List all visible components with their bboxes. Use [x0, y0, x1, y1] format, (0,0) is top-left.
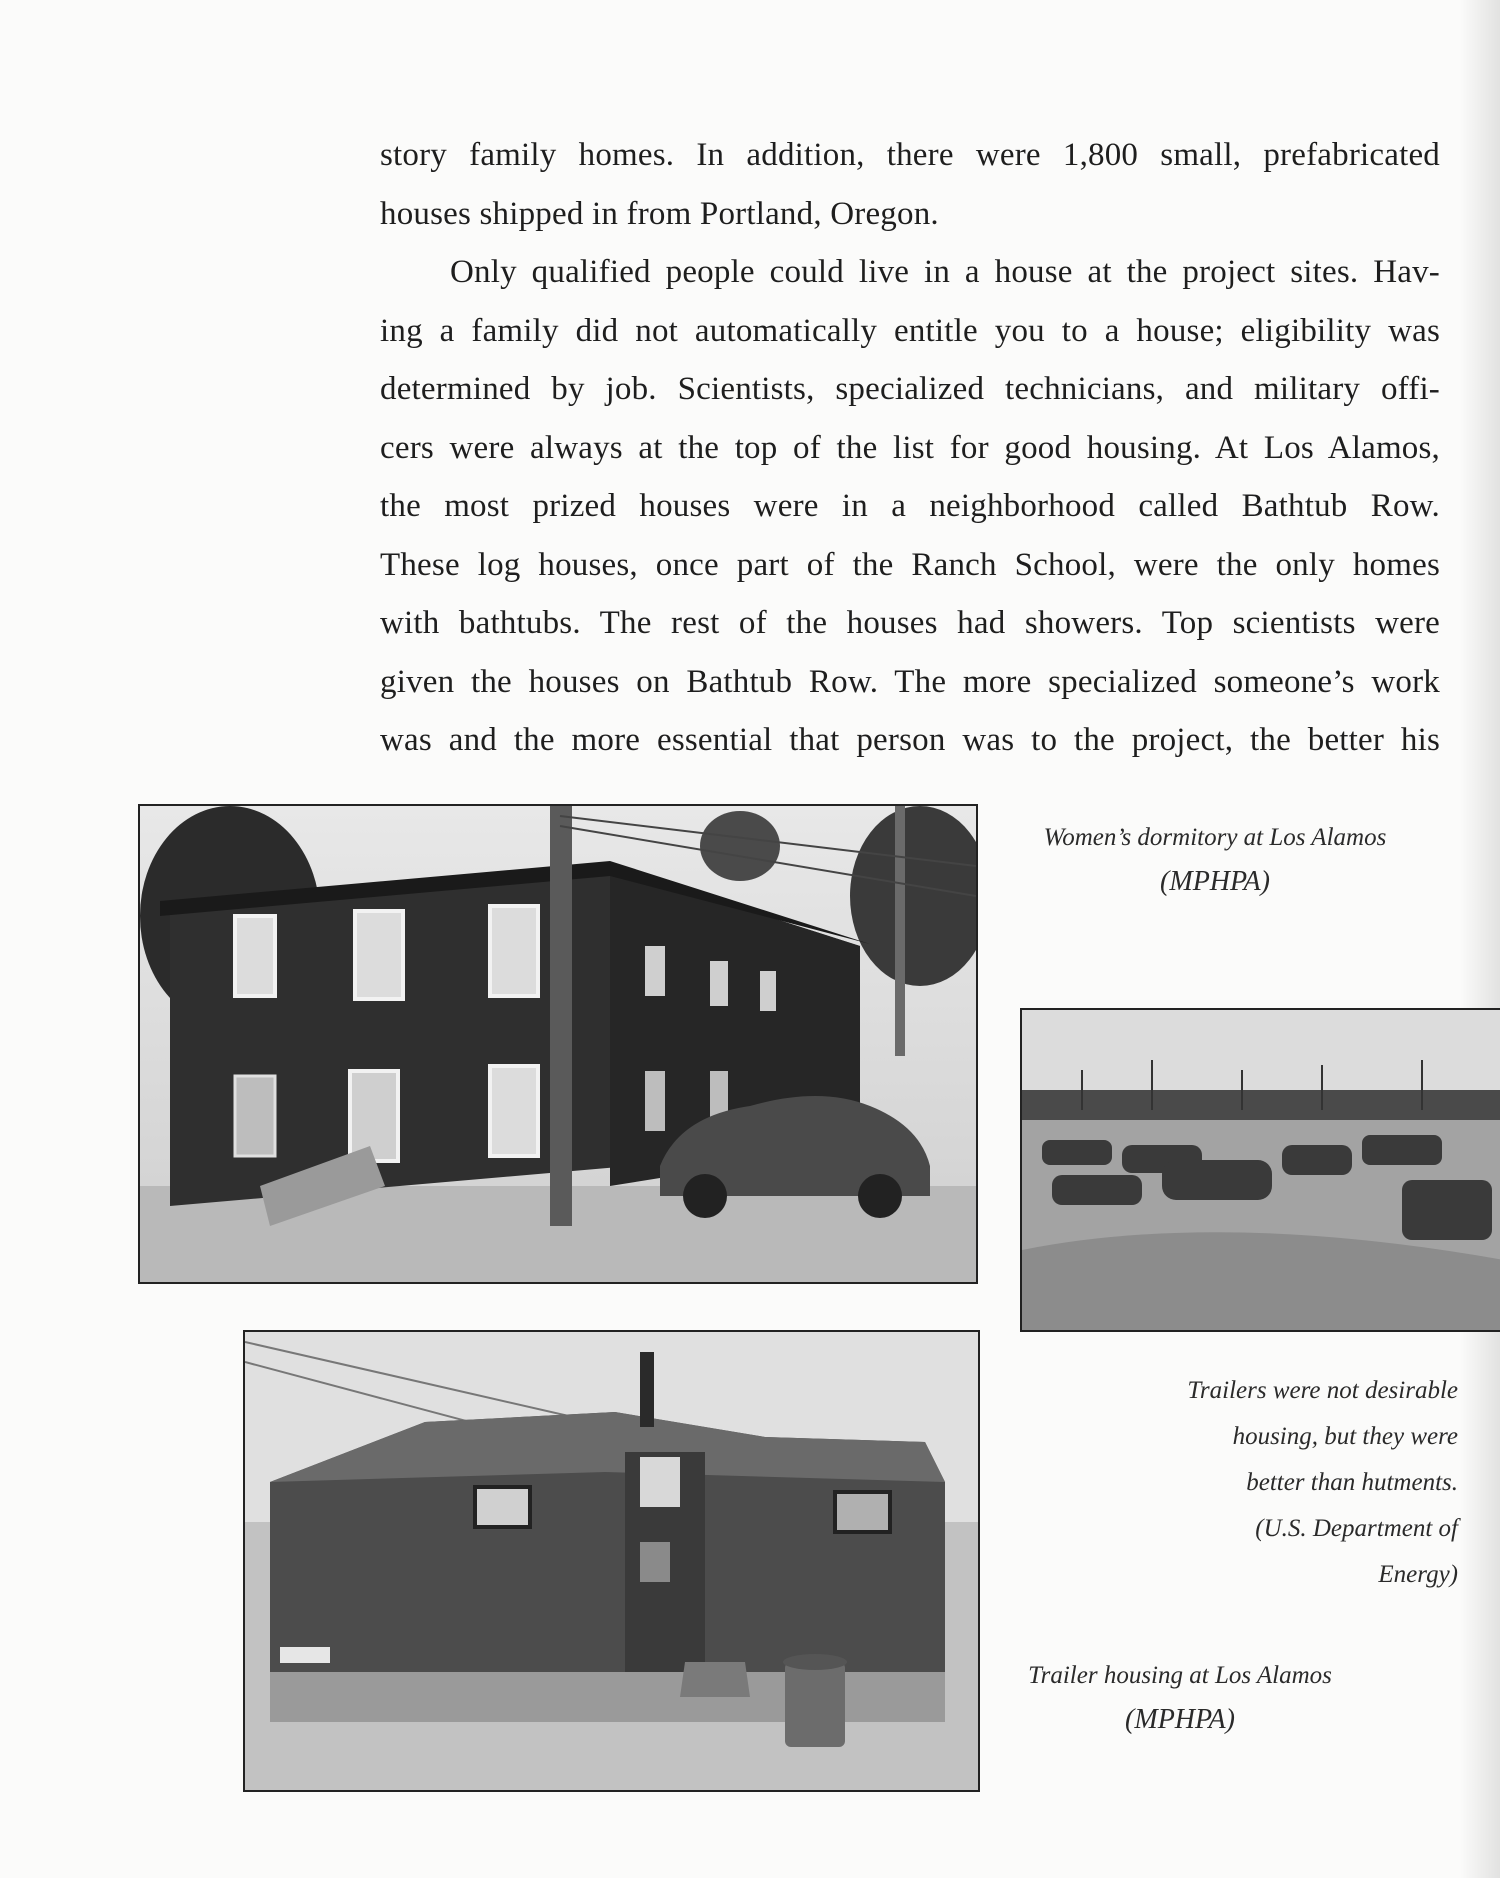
trailer-park-illustration — [1022, 1010, 1500, 1330]
caption-line: (MPHPA) — [1160, 866, 1270, 897]
caption-dorm — [1025, 818, 1405, 902]
page-gutter-shadow — [1460, 0, 1500, 1878]
body-line: cers were always at the top of the list for good housing. At Los Alamos, — [380, 429, 1440, 466]
body-line: story family homes. In addition, there were 1,800 small, prefabricated — [380, 137, 1440, 173]
body-line: houses shipped in from Portland, Oregon. — [380, 195, 939, 232]
caption-trailers-note — [1140, 1368, 1458, 1598]
body-line: ing a family did not automatically entitle you to a house; eligibility was — [380, 312, 1440, 349]
caption-line: (U.S. Department of — [1255, 1515, 1458, 1542]
caption-line: Energy) — [1378, 1561, 1458, 1588]
caption-line: housing, but they were — [1232, 1423, 1458, 1450]
dormitory-illustration — [140, 806, 976, 1282]
body-text — [380, 126, 1440, 770]
body-line: with bathtubs. The rest of the houses had showers. Top scientists were — [380, 605, 1440, 641]
photo-womens-dormitory — [138, 804, 978, 1284]
caption-line: better than hutments. — [1246, 1469, 1458, 1496]
body-line: Only qualified people could live in a house at the project sites. Hav- — [450, 254, 1440, 290]
caption-line: (MPHPA) — [1125, 1704, 1235, 1735]
photo-trailer-housing — [243, 1330, 980, 1792]
body-line: was and the more essential that person was to the project, the better his — [380, 722, 1440, 758]
body-line: the most prized houses were in a neighborhood called Bathtub Row. — [380, 488, 1440, 524]
caption-line: Trailers were not desirable — [1187, 1377, 1458, 1404]
caption-trailer — [1000, 1656, 1360, 1740]
photo-trailer-park — [1020, 1008, 1500, 1332]
body-line: determined by job. Scientists, specialized technicians, and military offi- — [380, 371, 1440, 407]
caption-line: Women’s dormitory at Los Alamos — [1043, 824, 1387, 851]
caption-line: Trailer housing at Los Alamos — [1028, 1662, 1332, 1689]
body-line: given the houses on Bathtub Row. The more specialized someone’s work — [380, 663, 1440, 700]
body-line: These log houses, once part of the Ranch School, were the only homes — [380, 546, 1440, 583]
trailer-illustration — [245, 1332, 978, 1790]
